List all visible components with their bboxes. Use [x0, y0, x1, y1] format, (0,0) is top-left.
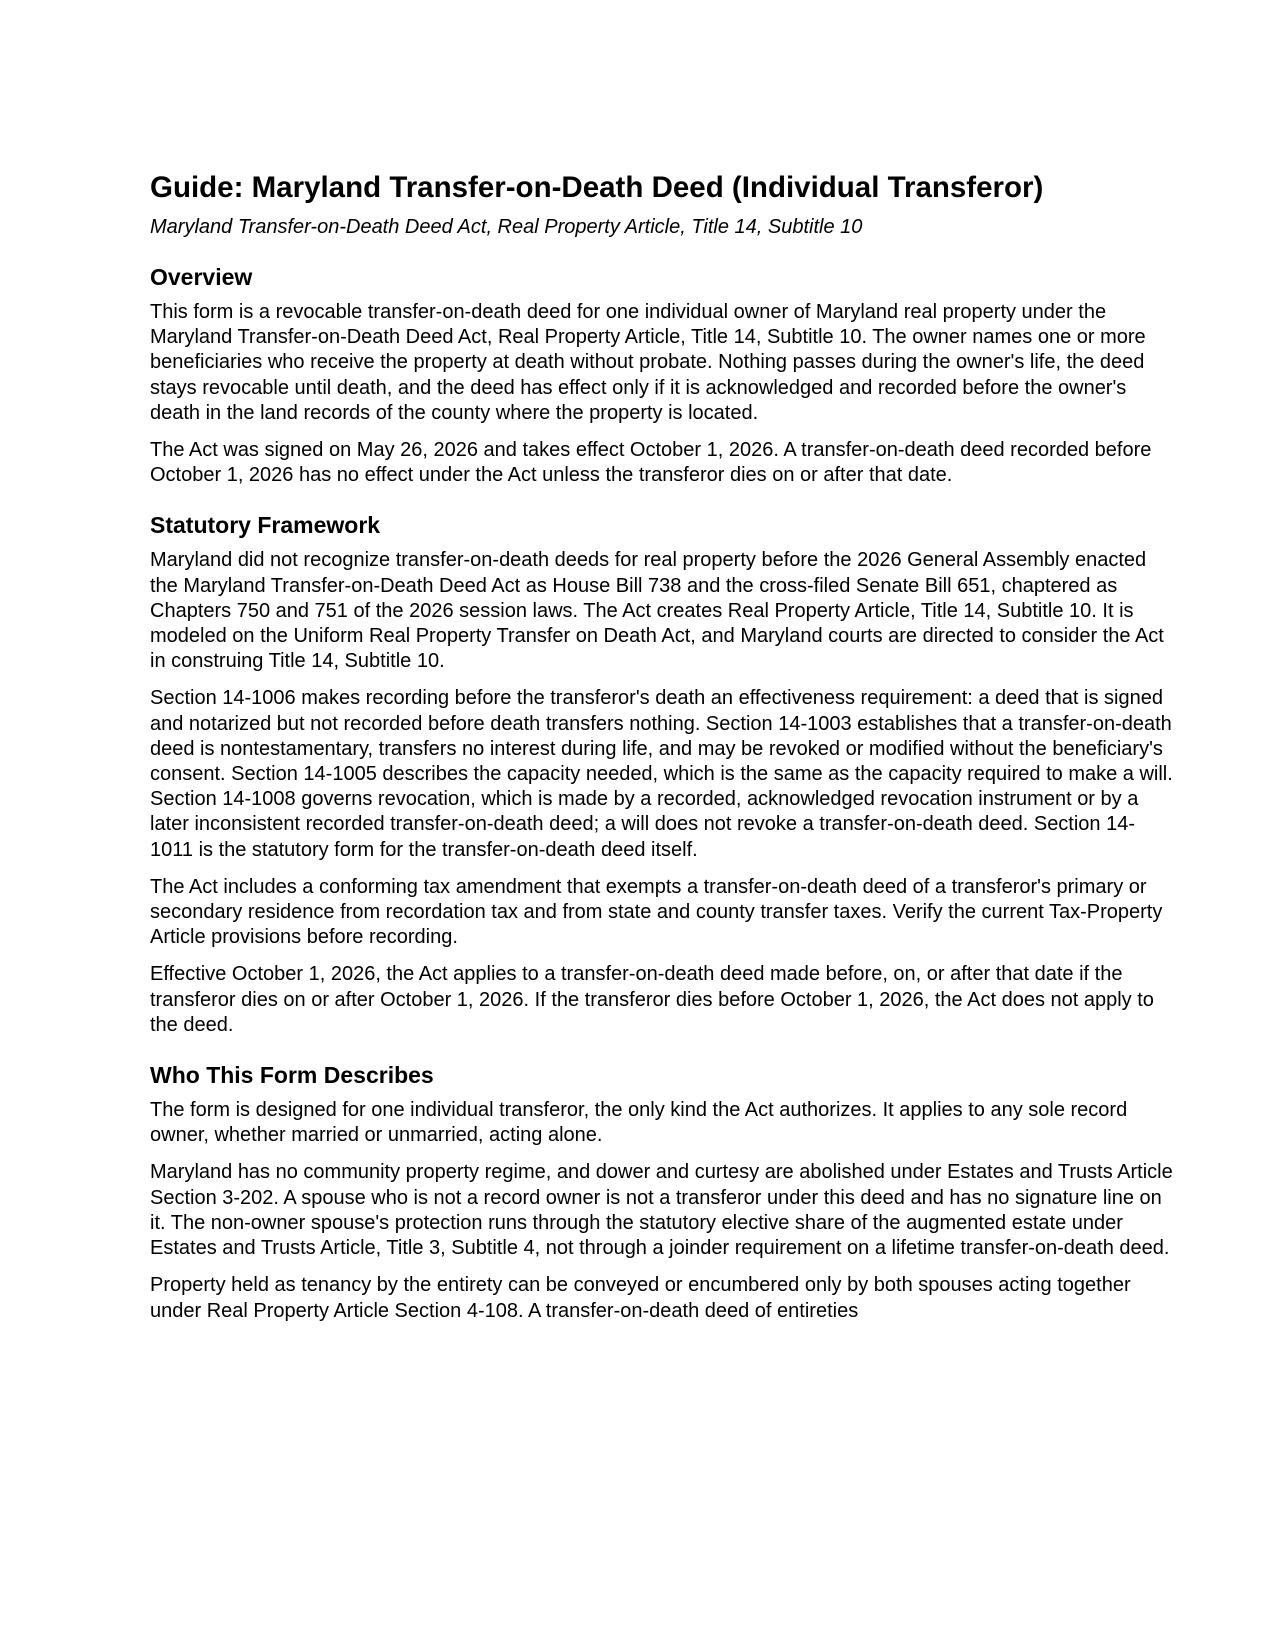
paragraph: The form is designed for one individual transferor, the only kind the Act authorizes. It applies to any sole record owner, whether married or unmarried, acting alone.: [150, 1099, 1128, 1147]
paragraph: The Act includes a conforming tax amendment that exempts a transfer-on-death deed of a transferor's primary or secondary residence from recordation tax and from state and county transfer taxes. Verify the current Tax-Property Article provisions before recording.: [150, 875, 1163, 949]
paragraph: Maryland has no community property regime, and dower and curtesy are abolished under Estates and Trusts Article Section 3-202. A spouse who is not a record owner is not a transferor under this deed and has no signature line on it. The non-owner spouse's protection runs through the statutory elective share of the augmented estate under Estates and Trusts Article, Title 3, Subtitle 4, not through a joinder requirement on a lifetime transfer-on-death deed.: [150, 1161, 1173, 1260]
section-overview: [150, 262, 1175, 488]
section-statutory-framework: [150, 510, 1175, 1038]
paragraph: Section 14-1006 makes recording before the transferor's death an effectiveness requirement: a deed that is signed and notarized but not recorded before death transfers nothing. Section 14-1003 establishes that a transfer-on-death deed is nontestamentary, transfers no interest during life, and may be revoked or modified without the beneficiary's consent. Section 14-1005 describes the capacity needed, which is the same as the capacity required to make a will. Section 14-1008 governs revocation, which is made by a recorded, acknowledged revocation instrument or by a later inconsistent recorded transfer-on-death deed; a will does not revoke a transfer-on-death deed. Section 14-1011 is the statutory form for the transfer-on-death deed itself.: [150, 687, 1173, 861]
document-title: Guide: Maryland Transfer-on-Death Deed (Individual Transferor): [150, 171, 1044, 204]
section-heading: Who This Form Describes: [150, 1062, 434, 1089]
paragraph: The Act was signed on May 26, 2026 and takes effect October 1, 2026. A transfer-on-death deed recorded before October 1, 2026 has no effect under the Act unless the transferor dies on or after that date.: [150, 439, 1152, 487]
paragraph: Maryland did not recognize transfer-on-death deeds for real property before the 2026 General Assembly enacted the Maryland Transfer-on-Death Deed Act as House Bill 738 and the cross-filed Senate Bill 651, chaptered as Chapters 750 and 751 of the 2026 session laws. The Act creates Real Property Article, Title 14, Subtitle 10. It is modeled on the Uniform Real Property Transfer on Death Act, and Maryland courts are directed to consider the Act in construing Title 14, Subtitle 10.: [150, 549, 1164, 673]
paragraph: Property held as tenancy by the entirety can be conveyed or encumbered only by both spouses acting together under Real Property Article Section 4-108. A transfer-on-death deed of entireties: [150, 1274, 1131, 1322]
paragraph: Effective October 1, 2026, the Act applies to a transfer-on-death deed made before, on, or after that date if the transferor dies on or after October 1, 2026. If the transferor dies before October 1, 2026, the Act does not apply to the deed.: [150, 963, 1154, 1036]
section-who-this-form-describes: [150, 1060, 1175, 1324]
section-heading: Overview: [150, 264, 253, 290]
document-subtitle: Maryland Transfer-on-Death Deed Act, Real Property Article, Title 14, Subtitle 10: [150, 216, 863, 238]
section-heading: Statutory Framework: [150, 512, 381, 539]
paragraph: This form is a revocable transfer-on-death deed for one individual owner of Maryland real property under the Maryland Transfer-on-Death Deed Act, Real Property Article, Title 14, Subtitle 10. The owner names one or more beneficiaries who receive the property at death without probate. Nothing passes during the owner's life, the deed stays revocable until death, and the deed has effect only if it is acknowledged and recorded before the owner's death in the land records of the county where the property is located.: [150, 301, 1146, 424]
